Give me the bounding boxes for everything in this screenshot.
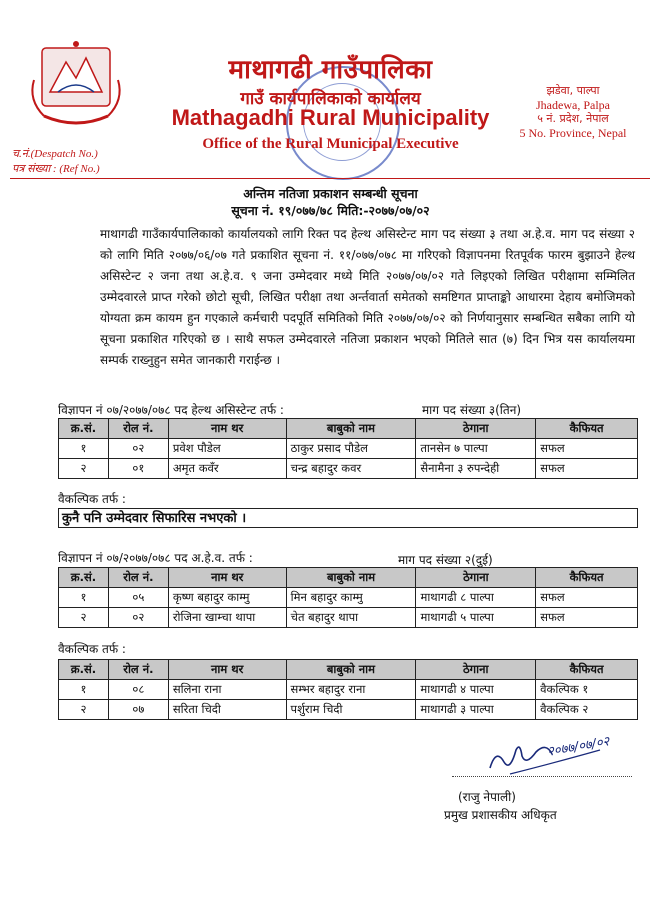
cell-roll: ०१	[108, 459, 168, 479]
col-name: नाम थर	[168, 660, 286, 680]
col-address: ठेगाना	[416, 419, 536, 439]
table3-caption: वैकल्पिक तर्फ :	[58, 642, 126, 656]
cell-remarks: वैकल्पिक १	[536, 680, 638, 700]
cell-serial: २	[59, 700, 109, 720]
table1-demand: माग पद संख्या ३(तिन)	[422, 403, 522, 417]
signature-line	[452, 776, 632, 777]
cell-remarks: सफल	[536, 608, 638, 628]
col-address: ठेगाना	[416, 660, 536, 680]
cell-address: माथागढी ८ पाल्पा	[416, 588, 536, 608]
col-father: बाबुको नाम	[286, 419, 416, 439]
cell-father: चेत बहादुर थापा	[286, 608, 416, 628]
table-row	[59, 700, 638, 720]
ref-number-label: पत्र संख्या : (Ref No.)	[12, 163, 100, 175]
table-row	[59, 680, 638, 700]
table-header-row	[59, 419, 638, 439]
cell-name: सलिना राना	[168, 680, 286, 700]
col-address: ठेगाना	[416, 568, 536, 588]
office-name-english: Office of the Rural Municipal Executive	[202, 136, 459, 152]
alternate1-label: वैकल्पिक तर्फ :	[58, 492, 126, 506]
address-line-nepali-2: ५ नं. प्रदेश, नेपाल	[537, 112, 609, 125]
col-roll: रोल नं.	[108, 419, 168, 439]
col-serial: क्र.सं.	[59, 419, 109, 439]
cell-roll: ०२	[108, 608, 168, 628]
office-name-nepali: गाउँ कार्यपालिकाको कार्यालय	[240, 89, 421, 109]
col-serial: क्र.सं.	[59, 660, 109, 680]
notice-body-text: माथागढी गाउँकार्यपालिकाको कार्यालयको लागि रिक्त पद हेल्थ असिस्टेन्ट माग पद संख्या ३ तथा अ.हे.व. माग पद संख्या २ को लागि मिति २०७७/०६/०७ गते प्रकाशित सूचना नं. ११/०७७/०७८ मा गरिएको विज्ञापनमा रितपूर्वक फारम बुझाउने हेल्थ असिस्टेन्ट २ जना तथा अ.हे.व. ९ जना उम्मेदवार मध्ये मिति २०७७/०७/०२ गते लिइएको लिखित परीक्षामा सम्मिलित उम्मेदवारले प्राप्त गरेको छोटो सूची, लिखित परीक्षा तथा अर्न्तवार्ता समेतको समष्टिगत प्राप्ताङ्को आधारमा देहाय बमोजिमको योग्यता क्रम कायम हुन गएकाले कर्मचारी पदपूर्ति समितिको मिति २०७७/०७/०२ को निर्णयानुसार सम्बन्धित सबैका लागि यो सूचना प्रकाशित गरिएको छ । साथै सफल उम्मेदवारले नतिजा प्रकाशन भएको मितिले सात (७) दिन भित्र यस कार्यालयमा सम्पर्क राख्नुहुन समेत जानकारी गराईन्छ ।	[100, 227, 635, 367]
address-line-english-1: Jhadewa, Palpa	[536, 98, 610, 112]
col-roll: रोल नं.	[108, 660, 168, 680]
col-name: नाम थर	[168, 568, 286, 588]
table-row	[59, 608, 638, 628]
address-line-english-2: 5 No. Province, Nepal	[519, 126, 627, 140]
cell-roll: ०७	[108, 700, 168, 720]
cell-father: चन्द्र बहादुर कवर	[286, 459, 416, 479]
cell-roll: ०५	[108, 588, 168, 608]
address-line-nepali-1: झडेवा, पाल्पा	[546, 84, 600, 97]
notice-number: सूचना नं. १९/०७७/७८ मिति:-२०७७/०७/०२	[231, 203, 430, 218]
no-recommendation-note: कुनै पनि उम्मेदवार सिफारिस नभएको ।	[58, 508, 638, 528]
results-table-ahw-alternates	[58, 659, 638, 720]
cell-serial: २	[59, 608, 109, 628]
table-row	[59, 588, 638, 608]
signature-date: २०७७/०७/०२	[546, 734, 611, 760]
cell-father: मिन बहादुर काम्मु	[286, 588, 416, 608]
cell-address: माथागढी ३ पाल्पा	[416, 700, 536, 720]
despatch-ref-labels	[12, 147, 100, 177]
handwritten-signature	[470, 730, 640, 780]
col-roll: रोल नं.	[108, 568, 168, 588]
table1-caption: विज्ञापन नं ०७/२०७७/०७८ पद हेल्थ असिस्टेन्ट तर्फ :	[58, 403, 284, 417]
cell-address: तानसेन ७ पाल्पा	[416, 439, 536, 459]
municipality-name-english: Mathagadhi Rural Municipality	[171, 105, 490, 130]
cell-serial: २	[59, 459, 109, 479]
cell-father: पर्शुराम चिदी	[286, 700, 416, 720]
cell-name: अमृत कवँर	[168, 459, 286, 479]
cell-remarks: सफल	[536, 459, 638, 479]
cell-father: सम्भर बहादुर राना	[286, 680, 416, 700]
col-remarks: कैफियत	[536, 419, 638, 439]
municipality-name-nepali: माथागढी गाउँपालिका	[228, 55, 433, 85]
cell-remarks: सफल	[536, 588, 638, 608]
cell-serial: १	[59, 680, 109, 700]
despatch-number-label: च.नं.(Despatch No.)	[12, 148, 98, 160]
cell-name: कृष्ण बहादुर काम्मु	[168, 588, 286, 608]
cell-remarks: वैकल्पिक २	[536, 700, 638, 720]
table-header-row	[59, 568, 638, 588]
header-divider	[10, 178, 650, 179]
signatory-name: (राजु नेपाली)	[458, 790, 516, 804]
cell-name: प्रवेश पौडेल	[168, 439, 286, 459]
cell-roll: ०८	[108, 680, 168, 700]
cell-remarks: सफल	[536, 439, 638, 459]
cell-name: सरिता चिदी	[168, 700, 286, 720]
signatory-role: प्रमुख प्रशासकीय अधिकृत	[444, 808, 557, 822]
results-table-ahw	[58, 567, 638, 628]
cell-address: माथागढी ४ पाल्पा	[416, 680, 536, 700]
notice-title: अन्तिम नतिजा प्रकाशन सम्बन्धी सूचना	[243, 186, 418, 201]
table-row	[59, 439, 638, 459]
col-remarks: कैफियत	[536, 568, 638, 588]
cell-serial: १	[59, 439, 109, 459]
col-name: नाम थर	[168, 419, 286, 439]
col-father: बाबुको नाम	[286, 568, 416, 588]
col-remarks: कैफियत	[536, 660, 638, 680]
cell-father: ठाकुर प्रसाद पौडेल	[286, 439, 416, 459]
notice-body	[100, 224, 635, 371]
table-row	[59, 459, 638, 479]
table2-caption: विज्ञापन नं ०७/२०७७/०७८ पद अ.हे.व. तर्फ :	[58, 551, 253, 565]
cell-serial: १	[59, 588, 109, 608]
table2-demand: माग पद संख्या २(दुई)	[398, 553, 493, 567]
col-serial: क्र.सं.	[59, 568, 109, 588]
col-father: बाबुको नाम	[286, 660, 416, 680]
cell-name: रोजिना खाम्चा थापा	[168, 608, 286, 628]
table-header-row	[59, 660, 638, 680]
cell-address: सैनामैना ३ रुपन्देही	[416, 459, 536, 479]
results-table-health-assistant	[58, 418, 638, 479]
cell-roll: ०२	[108, 439, 168, 459]
cell-address: माथागढी ५ पाल्पा	[416, 608, 536, 628]
